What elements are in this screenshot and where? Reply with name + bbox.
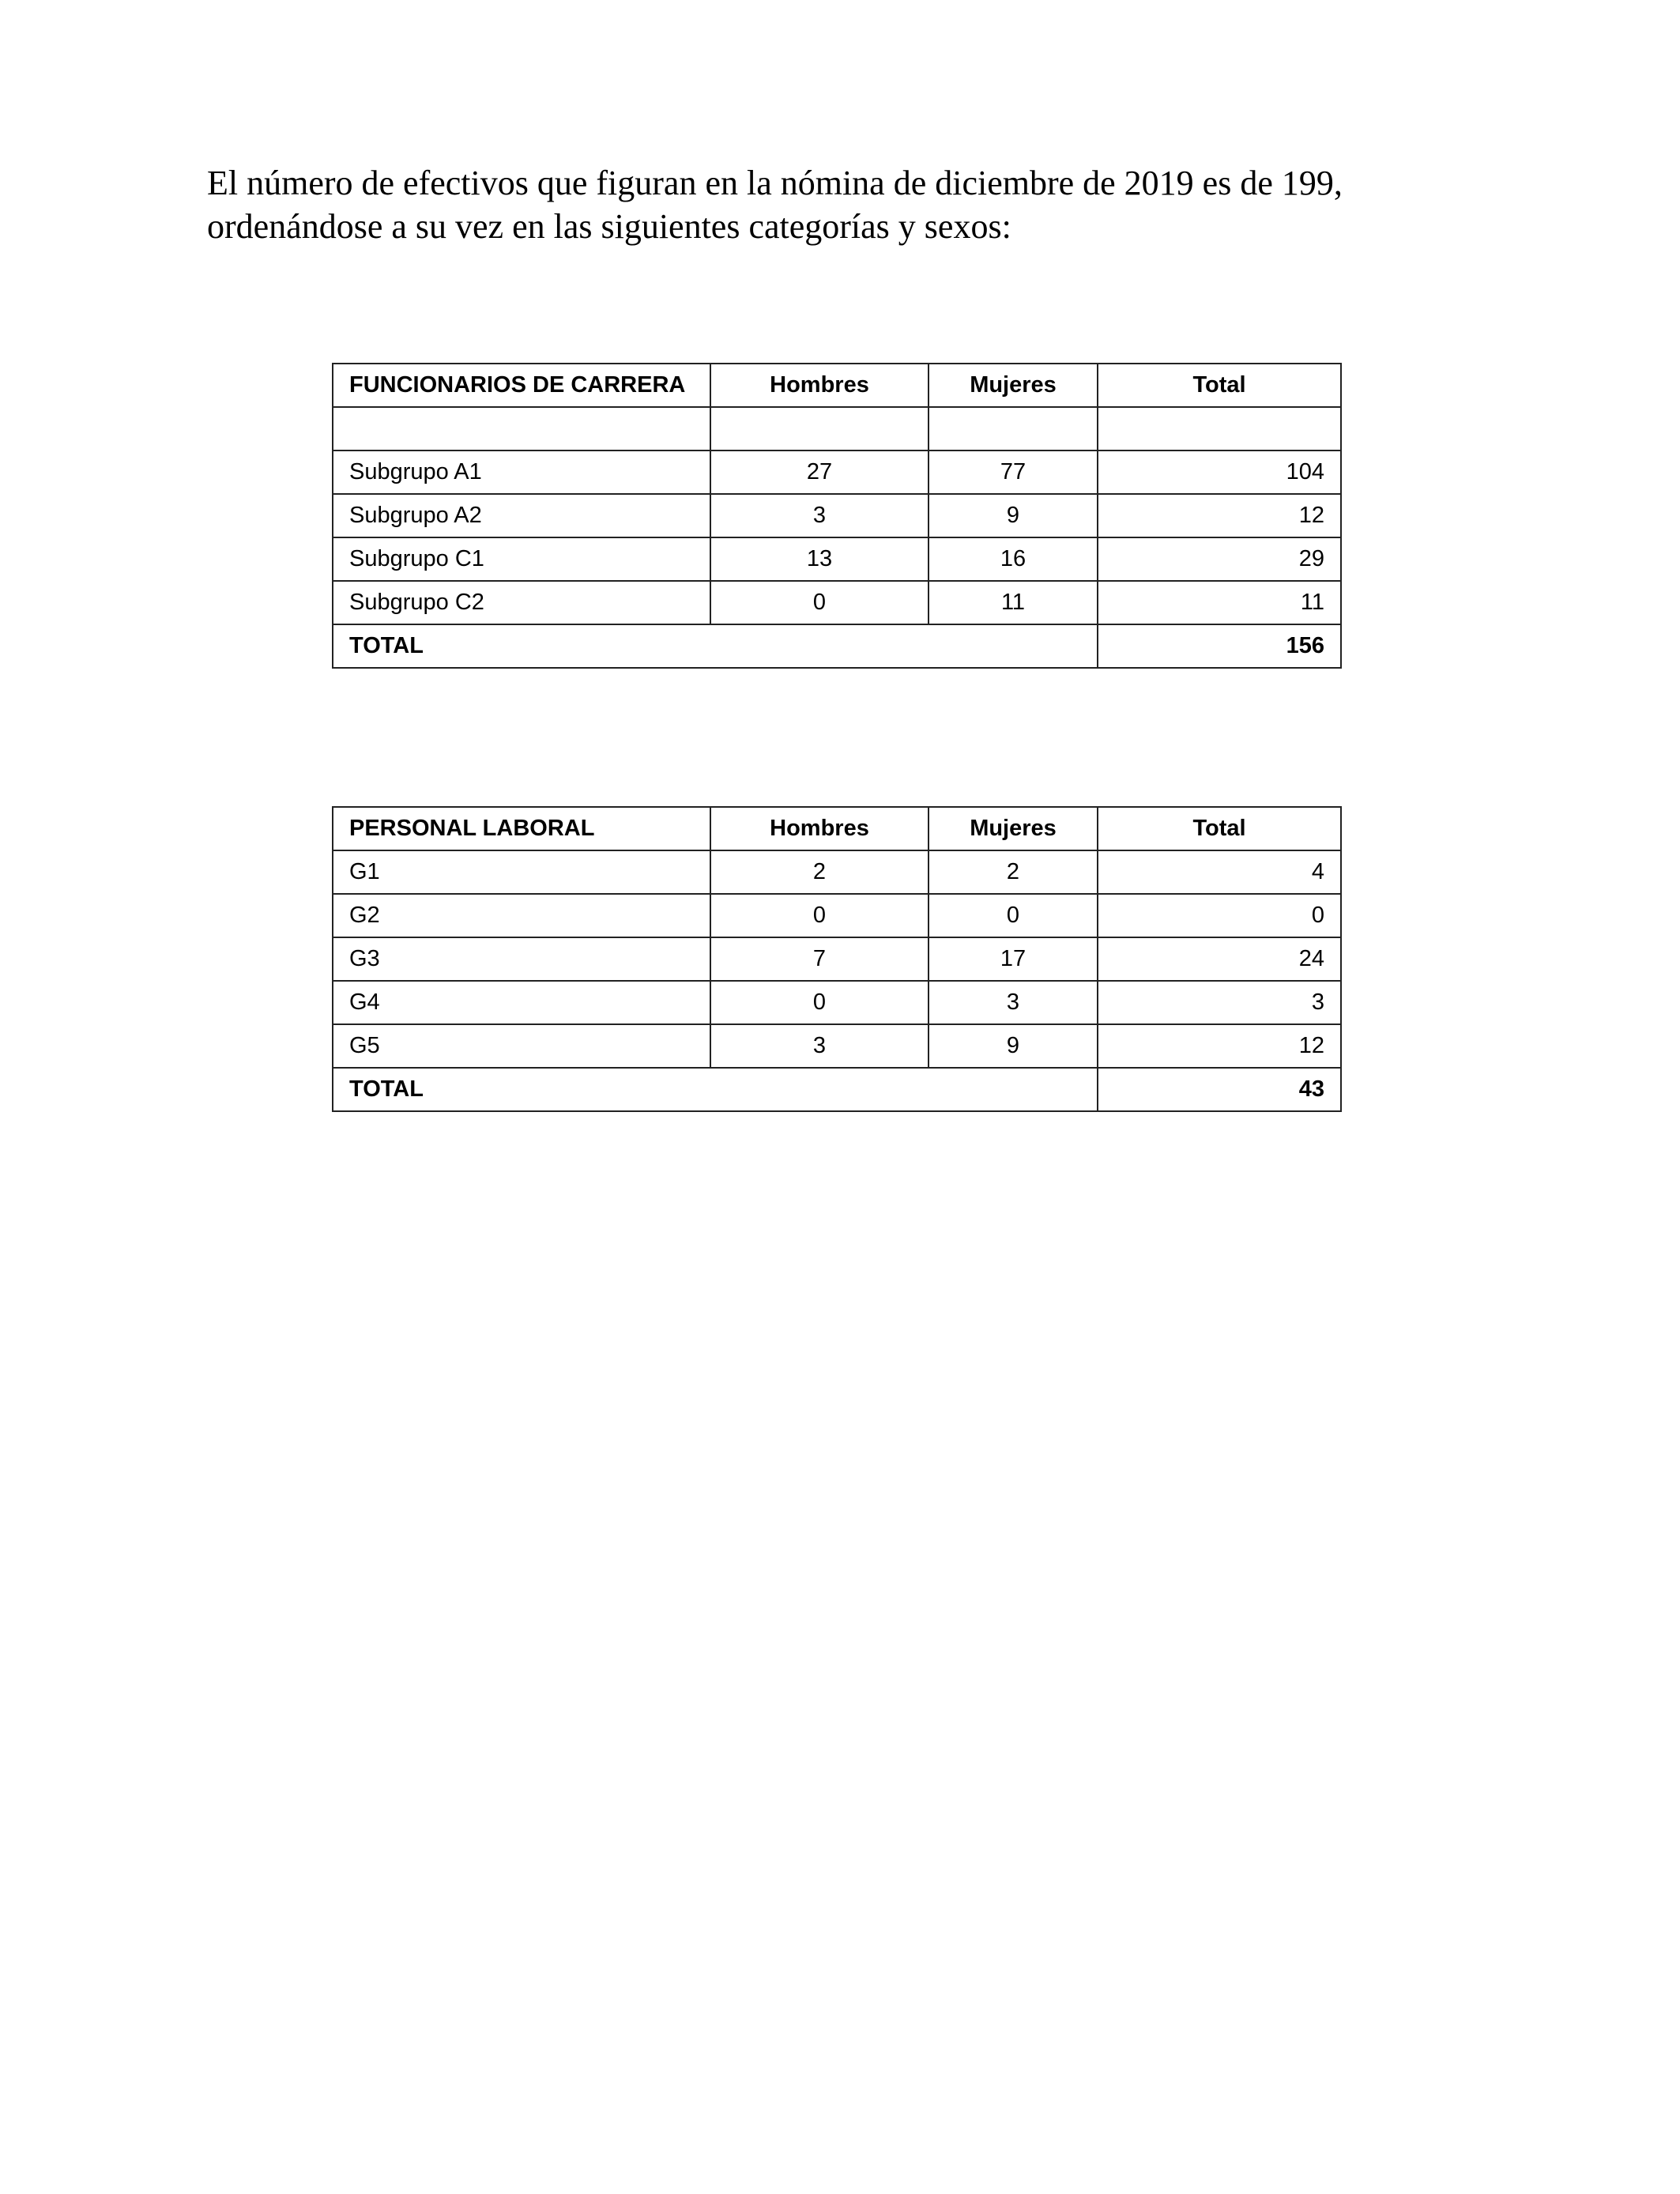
header-category: FUNCIONARIOS DE CARRERA — [333, 364, 710, 407]
total-value: 12 — [1098, 1024, 1341, 1068]
row-label: Subgrupo C1 — [333, 537, 710, 581]
hombres-value: 2 — [710, 850, 929, 894]
table-row — [333, 894, 1341, 937]
table-total-row — [333, 624, 1341, 668]
intro-line-2: ordenándose a su vez en las siguientes categorías y sexos: — [207, 207, 1011, 246]
total-value: 104 — [1098, 450, 1341, 494]
row-label: G3 — [333, 937, 710, 981]
hombres-value: 3 — [710, 1024, 929, 1068]
funcionarios-table — [332, 363, 1342, 669]
total-value: 24 — [1098, 937, 1341, 981]
total-label: TOTAL — [333, 624, 1098, 668]
hombres-value: 7 — [710, 937, 929, 981]
total-value: 29 — [1098, 537, 1341, 581]
hombres-value: 27 — [710, 450, 929, 494]
grand-total-value: 43 — [1098, 1068, 1341, 1111]
header-mujeres: Mujeres — [929, 807, 1098, 850]
row-label: Subgrupo A1 — [333, 450, 710, 494]
empty-cell — [710, 407, 929, 450]
mujeres-value: 2 — [929, 850, 1098, 894]
table-row — [333, 581, 1341, 624]
table-row — [333, 450, 1341, 494]
mujeres-value: 11 — [929, 581, 1098, 624]
empty-cell — [1098, 407, 1341, 450]
row-label: G5 — [333, 1024, 710, 1068]
header-category: PERSONAL LABORAL — [333, 807, 710, 850]
table-total-row — [333, 1068, 1341, 1111]
hombres-value: 0 — [710, 981, 929, 1024]
empty-cell — [333, 407, 710, 450]
mujeres-value: 9 — [929, 1024, 1098, 1068]
total-value: 3 — [1098, 981, 1341, 1024]
mujeres-value: 3 — [929, 981, 1098, 1024]
row-label: G2 — [333, 894, 710, 937]
row-label: Subgrupo A2 — [333, 494, 710, 537]
table-row — [333, 494, 1341, 537]
hombres-value: 0 — [710, 581, 929, 624]
intro-paragraph — [207, 161, 1598, 248]
hombres-value: 13 — [710, 537, 929, 581]
total-value: 12 — [1098, 494, 1341, 537]
laboral-table — [332, 806, 1342, 1112]
table-header-row — [333, 364, 1341, 407]
mujeres-value: 77 — [929, 450, 1098, 494]
row-label: Subgrupo C2 — [333, 581, 710, 624]
hombres-value: 3 — [710, 494, 929, 537]
header-hombres: Hombres — [710, 364, 929, 407]
header-mujeres: Mujeres — [929, 364, 1098, 407]
table-row — [333, 850, 1341, 894]
empty-row — [333, 407, 1341, 450]
hombres-value: 0 — [710, 894, 929, 937]
mujeres-value: 17 — [929, 937, 1098, 981]
table-row — [333, 1024, 1341, 1068]
table-row — [333, 981, 1341, 1024]
empty-cell — [929, 407, 1098, 450]
mujeres-value: 9 — [929, 494, 1098, 537]
total-label: TOTAL — [333, 1068, 1098, 1111]
total-value: 0 — [1098, 894, 1341, 937]
grand-total-value: 156 — [1098, 624, 1341, 668]
row-label: G4 — [333, 981, 710, 1024]
table-header-row — [333, 807, 1341, 850]
table-row — [333, 937, 1341, 981]
row-label: G1 — [333, 850, 710, 894]
header-total: Total — [1098, 364, 1341, 407]
total-value: 11 — [1098, 581, 1341, 624]
mujeres-value: 16 — [929, 537, 1098, 581]
table-row — [333, 537, 1341, 581]
intro-line-1: El número de efectivos que figuran en la nómina de diciembre de 2019 es de 199, — [207, 164, 1343, 202]
total-value: 4 — [1098, 850, 1341, 894]
header-total: Total — [1098, 807, 1341, 850]
header-hombres: Hombres — [710, 807, 929, 850]
mujeres-value: 0 — [929, 894, 1098, 937]
